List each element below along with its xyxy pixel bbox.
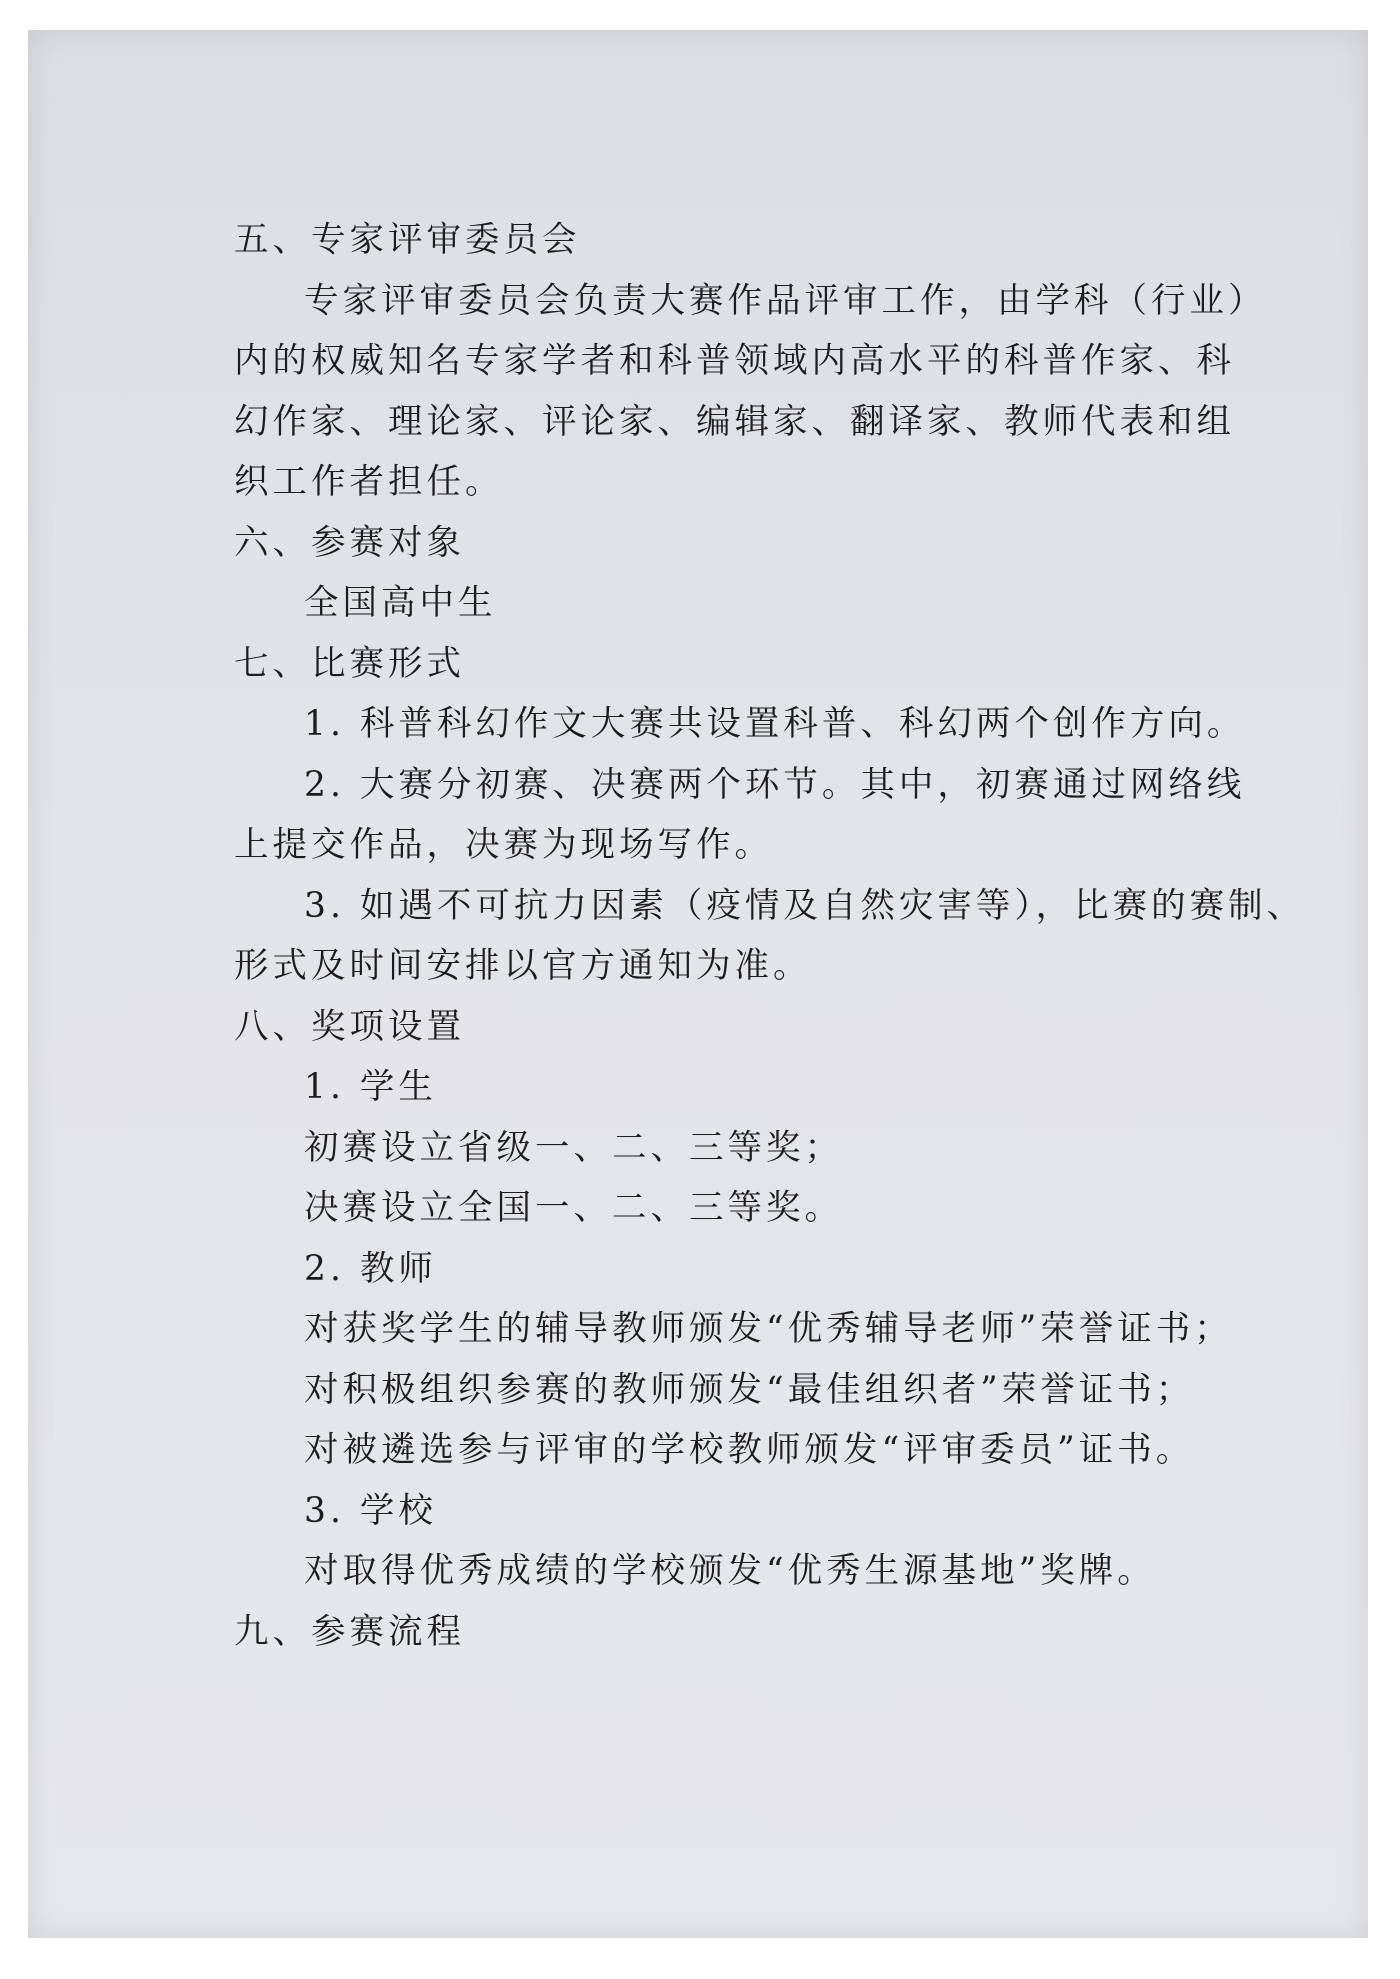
paragraph-line: 内的权威知名专家学者和科普领域内高水平的科普作家、科 [234,341,1235,381]
paragraph-line: 幻作家、理论家、评论家、编辑家、翻译家、教师代表和组 [234,401,1235,442]
section-heading-6: 六、参赛对象 [234,522,465,563]
award-teacher-line: 对获奖学生的辅导教师颁发“优秀辅导老师”荣誉证书； [304,1309,1233,1349]
format-item-1: 1. 科普科幻作文大赛共设置科普、科幻两个创作方向。 [304,704,1246,744]
section-heading-5: 五、专家评审委员会 [234,220,581,260]
participants-text: 全国高中生 [304,583,497,623]
section-heading-9: 九、参赛流程 [234,1611,465,1652]
award-teacher-line: 对积极组织参赛的教师颁发“最佳组织者”荣誉证书； [304,1369,1195,1410]
award-student-title: 1. 学生 [304,1067,437,1107]
paragraph-line: 织工作者担任。 [234,462,504,502]
award-teacher-line: 对被遴选参与评审的学校教师颁发“评审委员”证书。 [304,1430,1195,1470]
award-teacher-title: 2. 教师 [304,1248,437,1289]
award-student-line: 决赛设立全国一、二、三等奖。 [304,1188,843,1228]
paragraph-line: 专家评审委员会负责大赛作品评审工作，由学科（行业） [304,280,1267,321]
award-school-line: 对取得优秀成绩的学校颁发“优秀生源基地”奖牌。 [304,1551,1156,1591]
format-item-2-line-2: 上提交作品，决赛为现场写作。 [234,825,773,865]
award-school-title: 3. 学校 [304,1490,437,1531]
section-heading-8: 八、奖项设置 [234,1006,465,1047]
format-item-3-line-2: 形式及时间安排以官方通知为准。 [234,946,812,986]
section-heading-7: 七、比赛形式 [234,643,465,684]
document-body [234,210,1306,1662]
format-item-3-line-1: 3. 如遇不可抗力因素（疫情及自然灾害等），比赛的赛制、 [304,885,1306,926]
format-item-2-line-1: 2. 大赛分初赛、决赛两个环节。其中，初赛通过网络线 [304,764,1246,805]
award-student-line: 初赛设立省级一、二、三等奖； [304,1127,843,1168]
